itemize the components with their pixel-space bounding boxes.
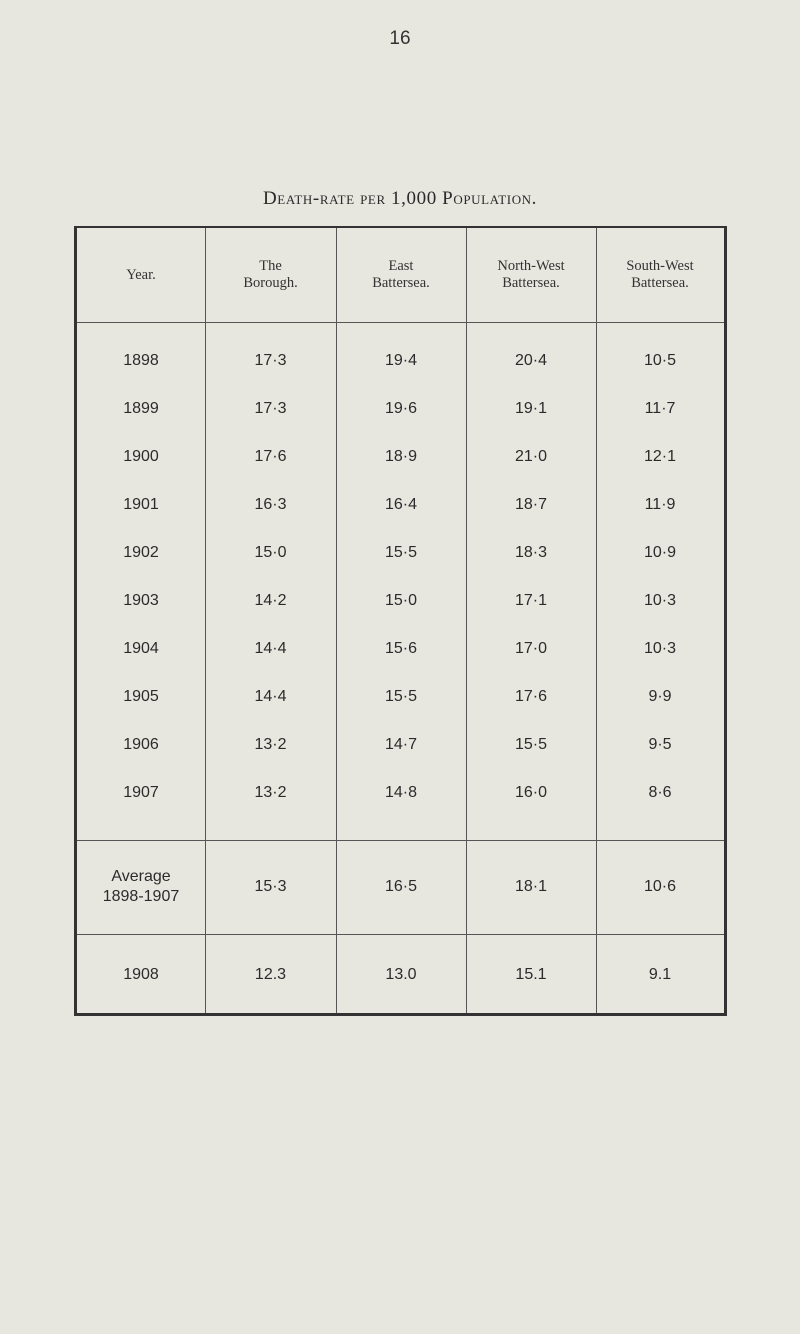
cell-year: 1903 bbox=[123, 592, 159, 609]
cell-borough: 17·3 bbox=[254, 400, 287, 417]
average-east: 16·5 bbox=[384, 878, 418, 895]
cell-borough: 13·2 bbox=[254, 736, 287, 753]
header-south-west-battersea: South-West Battersea. bbox=[626, 258, 694, 291]
cell-north-west: 21·0 bbox=[514, 448, 548, 465]
cell-east: 16·4 bbox=[384, 496, 418, 513]
average-borough: 15·3 bbox=[254, 878, 287, 895]
cell-year: 1898 bbox=[123, 352, 159, 369]
cell-north-west: 19·1 bbox=[514, 400, 548, 417]
cell-year: 1901 bbox=[123, 496, 159, 513]
cell-south-west: 11·9 bbox=[644, 496, 676, 513]
cell-year: 1899 bbox=[123, 400, 159, 417]
cell-south-west: 9·9 bbox=[648, 688, 672, 705]
cell-south-west: 9·5 bbox=[648, 736, 672, 753]
cell-east: 15·6 bbox=[384, 640, 418, 657]
cell-borough: 13·2 bbox=[254, 784, 287, 801]
cell-borough: 16·3 bbox=[254, 496, 287, 513]
cell-borough: 17·3 bbox=[254, 352, 287, 369]
cell-1908-borough: 12.3 bbox=[254, 966, 287, 983]
cell-south-west: 10·9 bbox=[643, 544, 677, 561]
average-south-west: 10·6 bbox=[643, 878, 677, 895]
cell-south-west: 8·6 bbox=[648, 784, 672, 801]
cell-north-west: 18·7 bbox=[514, 496, 548, 513]
header-borough: The Borough. bbox=[243, 258, 298, 291]
cell-north-west: 17·6 bbox=[514, 688, 548, 705]
cell-borough: 14·4 bbox=[254, 688, 287, 705]
cell-north-west: 16·0 bbox=[514, 784, 548, 801]
header-divider bbox=[77, 322, 724, 323]
header-year: Year. bbox=[126, 266, 156, 283]
cell-1908-south-west: 9.1 bbox=[648, 966, 672, 983]
cell-east: 14·7 bbox=[384, 736, 418, 753]
cell-borough: 17·6 bbox=[254, 448, 287, 465]
cell-north-west: 17·1 bbox=[514, 592, 548, 609]
cell-borough: 15·0 bbox=[254, 544, 287, 561]
death-rate-table bbox=[74, 226, 727, 1016]
cell-1908-north-west: 15.1 bbox=[515, 966, 547, 983]
cell-borough: 14·4 bbox=[254, 640, 287, 657]
cell-year: 1905 bbox=[123, 688, 159, 705]
cell-borough: 14·2 bbox=[254, 592, 287, 609]
cell-east: 15·5 bbox=[384, 544, 418, 561]
header-north-west-battersea: North-West Battersea. bbox=[497, 258, 565, 291]
cell-year: 1906 bbox=[123, 736, 159, 753]
cell-east: 19·6 bbox=[384, 400, 418, 417]
cell-east: 19·4 bbox=[384, 352, 418, 369]
page-number: 16 bbox=[389, 28, 411, 49]
cell-north-west: 15·5 bbox=[514, 736, 548, 753]
cell-south-west: 11·7 bbox=[644, 400, 676, 417]
cell-north-west: 18·3 bbox=[514, 544, 548, 561]
cell-south-west: 10·5 bbox=[643, 352, 677, 369]
cell-south-west: 12·1 bbox=[643, 448, 677, 465]
cell-east: 15·0 bbox=[384, 592, 418, 609]
cell-north-west: 17·0 bbox=[514, 640, 548, 657]
cell-east: 15·5 bbox=[384, 688, 418, 705]
cell-year: 1907 bbox=[123, 784, 159, 801]
cell-1908-year: 1908 bbox=[123, 966, 159, 983]
average-label: Average 1898-1907 bbox=[102, 868, 180, 905]
cell-south-west: 10·3 bbox=[643, 640, 677, 657]
cell-north-west: 20·4 bbox=[514, 352, 548, 369]
table-title: Death-rate per 1,000 Population. bbox=[262, 188, 538, 209]
cell-year: 1900 bbox=[123, 448, 159, 465]
cell-east: 14·8 bbox=[384, 784, 418, 801]
cell-year: 1902 bbox=[123, 544, 159, 561]
header-east-battersea: East Battersea. bbox=[372, 258, 430, 291]
cell-year: 1904 bbox=[123, 640, 159, 657]
cell-east: 18·9 bbox=[384, 448, 418, 465]
cell-south-west: 10·3 bbox=[643, 592, 677, 609]
average-north-west: 18·1 bbox=[514, 878, 548, 895]
cell-1908-east: 13.0 bbox=[385, 966, 417, 983]
